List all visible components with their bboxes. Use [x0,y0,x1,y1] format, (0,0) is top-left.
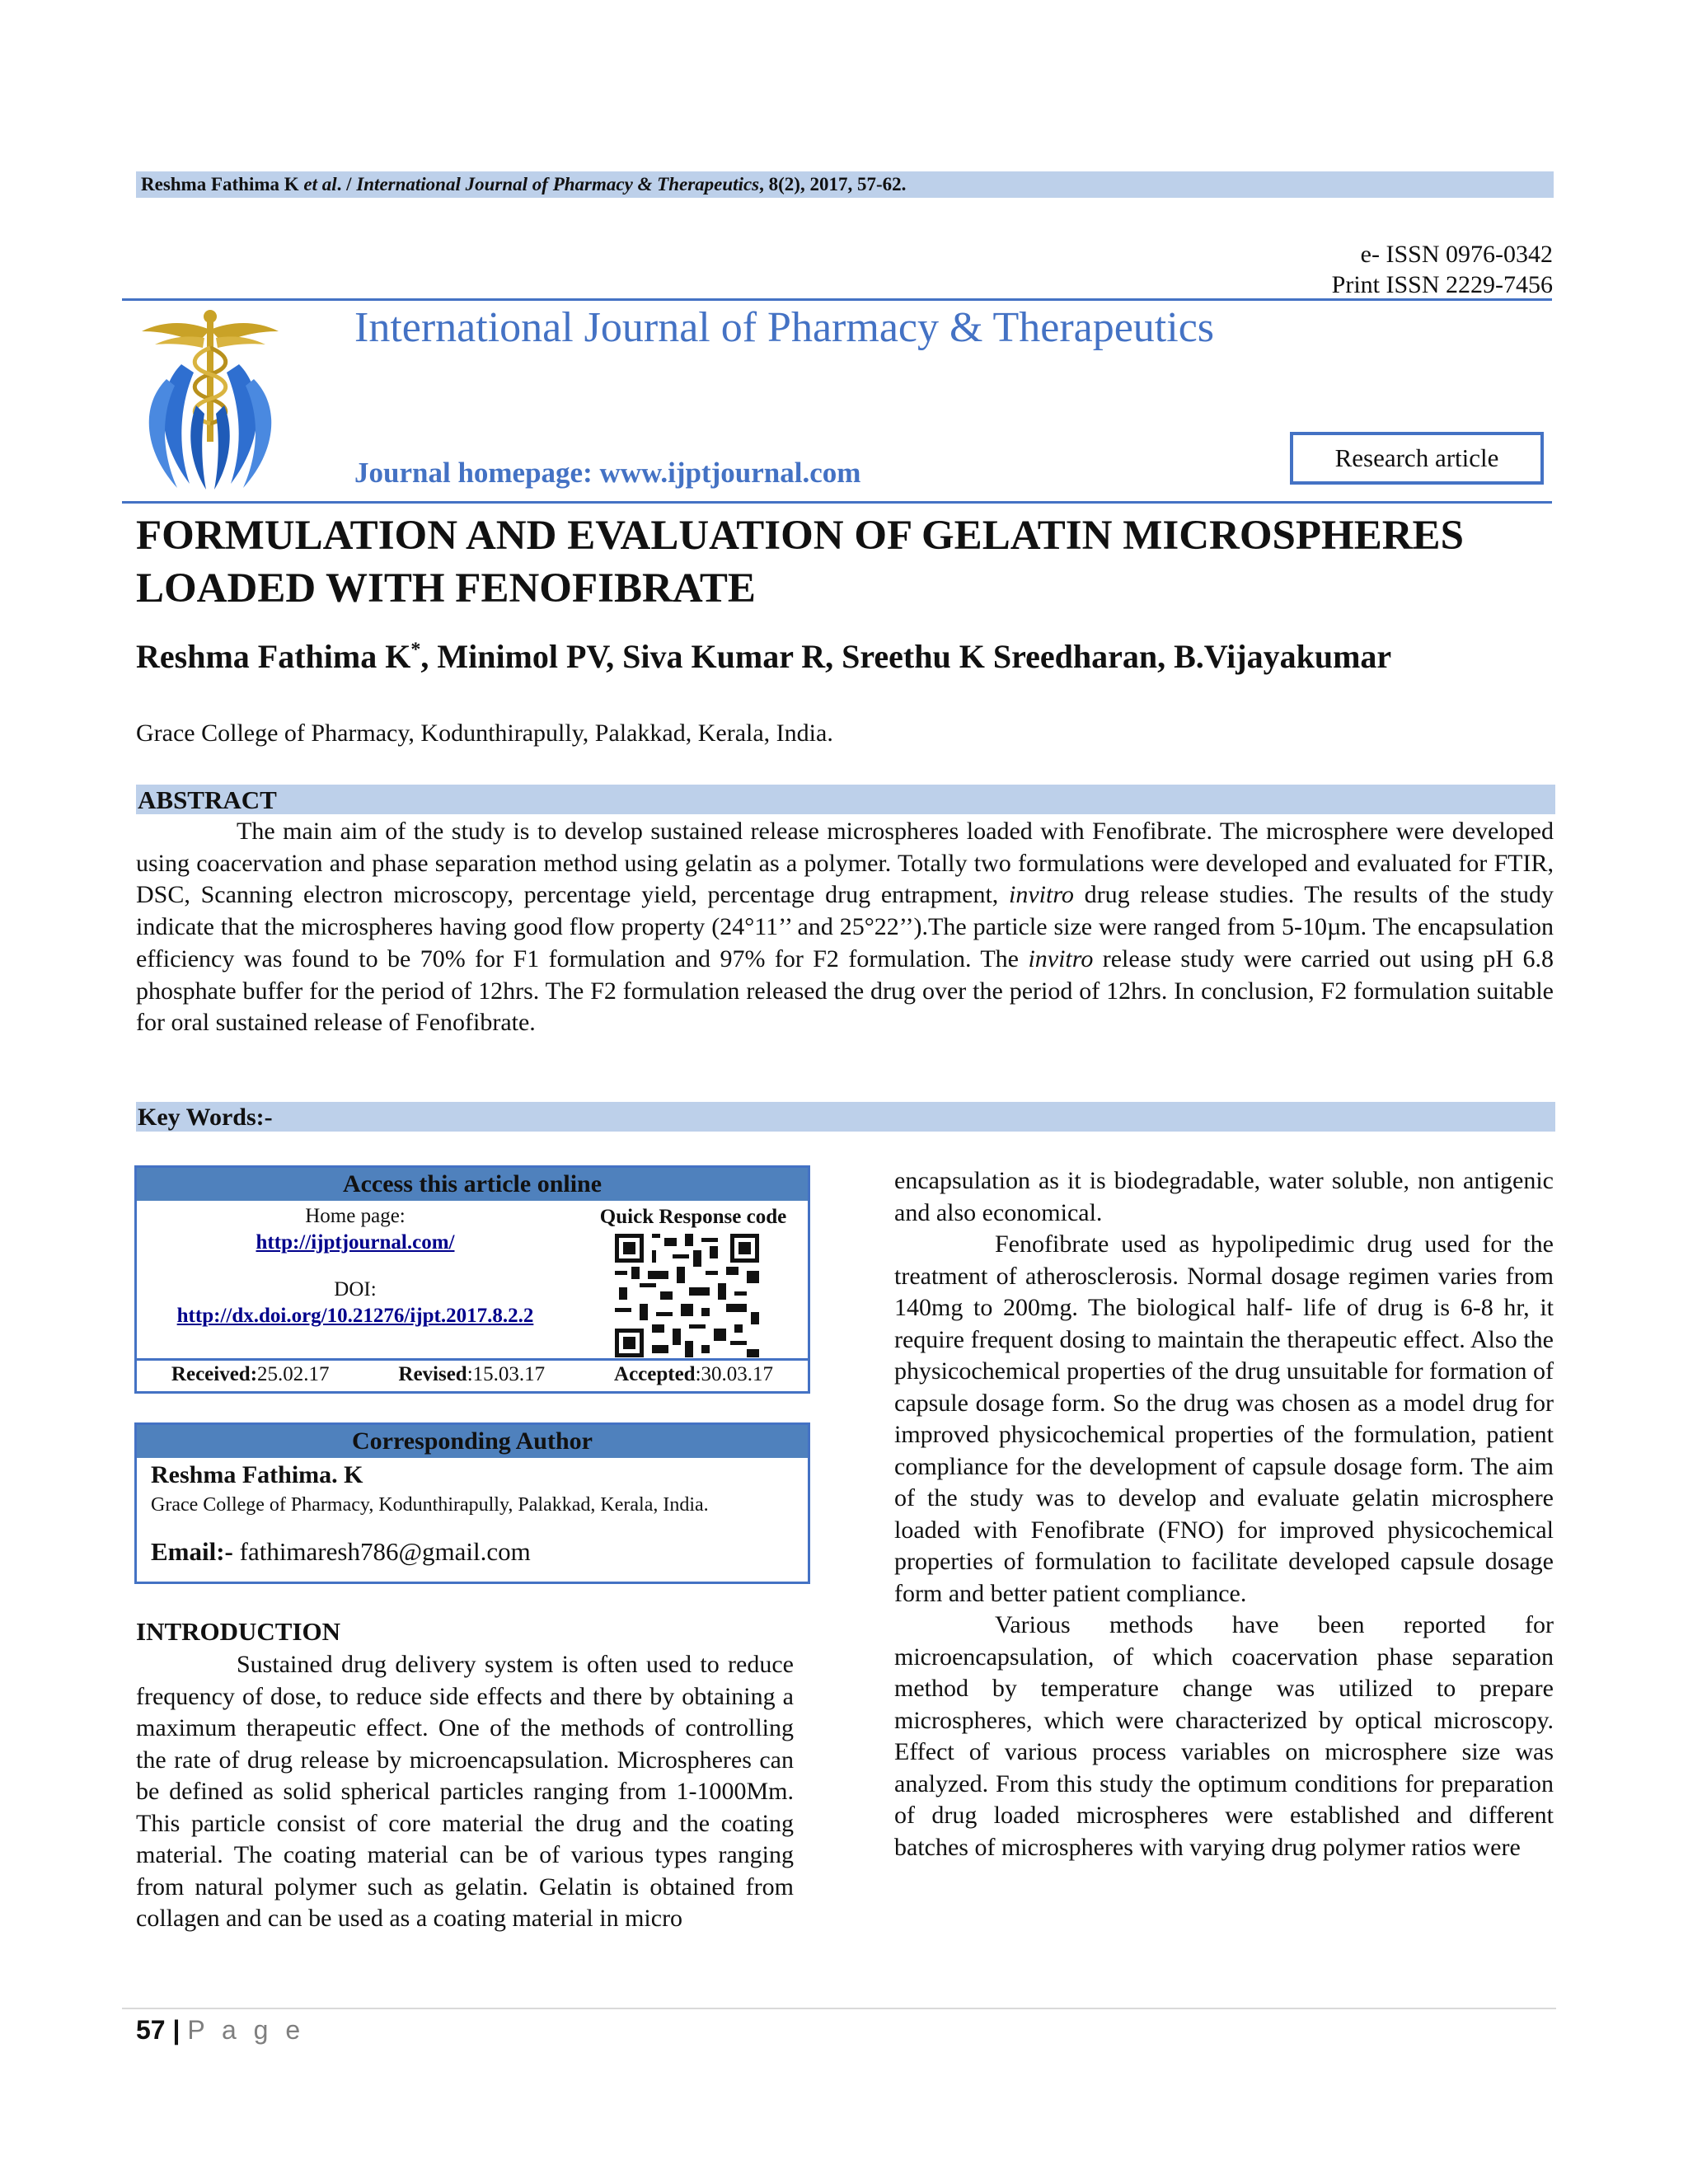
corresponding-heading: Corresponding Author [137,1425,808,1458]
page-footer [136,2015,305,2046]
qr-label: Quick Response code [599,1206,787,1228]
abstract-text-2: drug release studies. The results of the study indicate that the microspheres having good flow property (24°11’’ and 25°22’’).The particle size were ranged from 5-10µm. The encapsulation efficiency was found to be 70% for F1 formulation and 97% for F2 formulation. The [136,881,1554,972]
received-label: Received: [171,1363,258,1385]
qr-code[interactable] [615,1234,759,1357]
abstract-italic-2: invitro [1028,944,1094,972]
footer-rule [122,2008,1556,2009]
introduction-right-p1: Fenofibrate used as hypolipedimic drug used for the treatment of atherosclerosis. Normal dosage regimen varies from 140mg to 200mg. The biological half- life of drug is 6-8 hr, it require frequent dosing to maintain the therapeutic effect. Also the physicochemical properties of the drug unsuitable for formation of capsule dosage form. So the drug was chosen as a model drug for improved physicochemical properties of the formulation, patient compliance for the development of capsule dosage form. The aim of the study was to develop and evaluate gelatin microsphere loaded with Fenofibrate (FNO) for improved physicochemical properties of formulation to facilitate developed capsule dosage form and better patient compliance. [894,1230,1554,1607]
corresponding-name: Reshma Fathima. K [151,1461,363,1488]
citation-rest: , 8(2), 2017, 57-62. [759,174,907,194]
citation-etal: et al [303,174,337,194]
introduction-right-column [894,1165,1554,1863]
other-authors: , Minimol PV, Siva Kumar R, Sreethu K Sreedharan, B.Vijayakumar [420,638,1392,675]
corresponding-author-box [134,1422,810,1584]
citation-authors: Reshma Fathima K [141,174,299,194]
email-address[interactable]: fathimaresh786@gmail.com [232,1537,531,1566]
citation-journal: International Journal of Pharmacy & Therapeutics [356,174,760,194]
access-divider [137,1358,808,1361]
email-line [151,1537,531,1567]
abstract-body [136,816,1554,1039]
qr-code-icon [615,1234,759,1357]
introduction-right-p0: encapsulation as it is biodegradable, water soluble, non antigenic and also economical. [894,1167,1554,1226]
homepage-label: Home page: [305,1205,406,1227]
paper-title: FORMULATION AND EVALUATION OF GELATIN MICROSPHERES LOADED WITH FENOFIBRATE [136,513,1464,612]
revised-date: :15.03.17 [467,1363,546,1385]
accepted-label: Accepted [614,1363,696,1385]
page-number: 57 [136,2015,166,2045]
abstract-text-3: release study were carried out using pH 6.8 phosphate buffer for the period of 12hrs. The F2 formulation released the drug over the period of 12hrs. In conclusion, F2 formulation suitable for oral sustained release of Fenofibrate. [136,944,1554,1037]
introduction-heading: INTRODUCTION [136,1617,341,1646]
corresponding-affiliation: Grace College of Pharmacy, Kodunthirapully, Palakkad, Kerala, India. [151,1494,709,1516]
accepted-date: :30.03.17 [695,1363,774,1385]
first-author: Reshma Fathima K [136,638,411,675]
eissn: e- ISSN 0976-0342 [1360,241,1553,268]
doi-link[interactable]: http://dx.doi.org/10.21276/ijpt.2017.8.2.2 [176,1305,534,1327]
email-label: Email:- [151,1537,233,1566]
doi-label: DOI: [334,1278,377,1301]
access-links [137,1203,574,1329]
citation-bar [136,171,1554,198]
citation-sep: . / [336,174,352,194]
page-separator: | [172,2015,181,2045]
dates-row [137,1363,808,1386]
access-heading: Access this article online [137,1168,808,1201]
abstract-italic-1: invitro [1009,881,1074,909]
keywords-heading: Key Words:- [136,1102,1555,1132]
homepage-link[interactable]: http://ijptjournal.com/ [256,1231,455,1254]
abstract-text-1: The main aim of the study is to develop sustained release microspheres loaded with Fenofibrate. The microsphere were developed using coacervation and phase separation method using gelatin as a polymer. Totally two formulations were developed and evaluated for FTIR, DSC, Scanning electron microscopy, percentage yield, percentage drug entrapment, [136,818,1554,909]
introduction-left-paragraph: Sustained drug delivery system is often used to reduce frequency of dose, to reduce side effects and there by obtaining a maximum therapeutic effect. One of the methods of controlling the rate of drug release by microencapsulation. Microspheres can be defined as solid spherical particles ranging from 1-1000Mm. This particle consist of core material the drug and the coating material. The coating material can be of various types ranging from natural polymer such as gelatin. Gelatin is obtained from collagen and can be used as a coating material in micro [136,1651,794,1932]
abstract-heading: ABSTRACT [136,785,1555,814]
affiliation: Grace College of Pharmacy, Kodunthirapully, Palakkad, Kerala, India. [136,719,833,747]
author-list [136,637,1391,676]
corresponding-mark: * [410,639,421,661]
received-date: 25.02.17 [257,1363,330,1385]
article-type-badge: Research article [1290,432,1544,485]
header-rule-bottom [122,501,1552,504]
introduction-right-p2: Various methods have been reported for microencapsulation, of which coacervation phase separation method by temperature change was utilized to prepare microspheres, which were characterized by optical microscopy. Effect of various process variables on microsphere size was analyzed. From this study the optimum conditions for preparation of drug loaded microspheres were established and different batches of microspheres with varying drug polymer ratios were [894,1611,1554,1861]
journal-homepage[interactable]: Journal homepage: www.ijptjournal.com [354,457,861,489]
journal-title: International Journal of Pharmacy & Therapeutics [354,304,1215,351]
journal-logo [132,307,288,494]
caduceus-logo-icon [132,307,288,494]
print-issn: Print ISSN 2229-7456 [1331,271,1553,298]
revised-label: Revised [398,1363,467,1385]
issn-block [1332,239,1553,300]
page-label: P a g e [187,2015,306,2045]
access-online-box [134,1165,810,1394]
